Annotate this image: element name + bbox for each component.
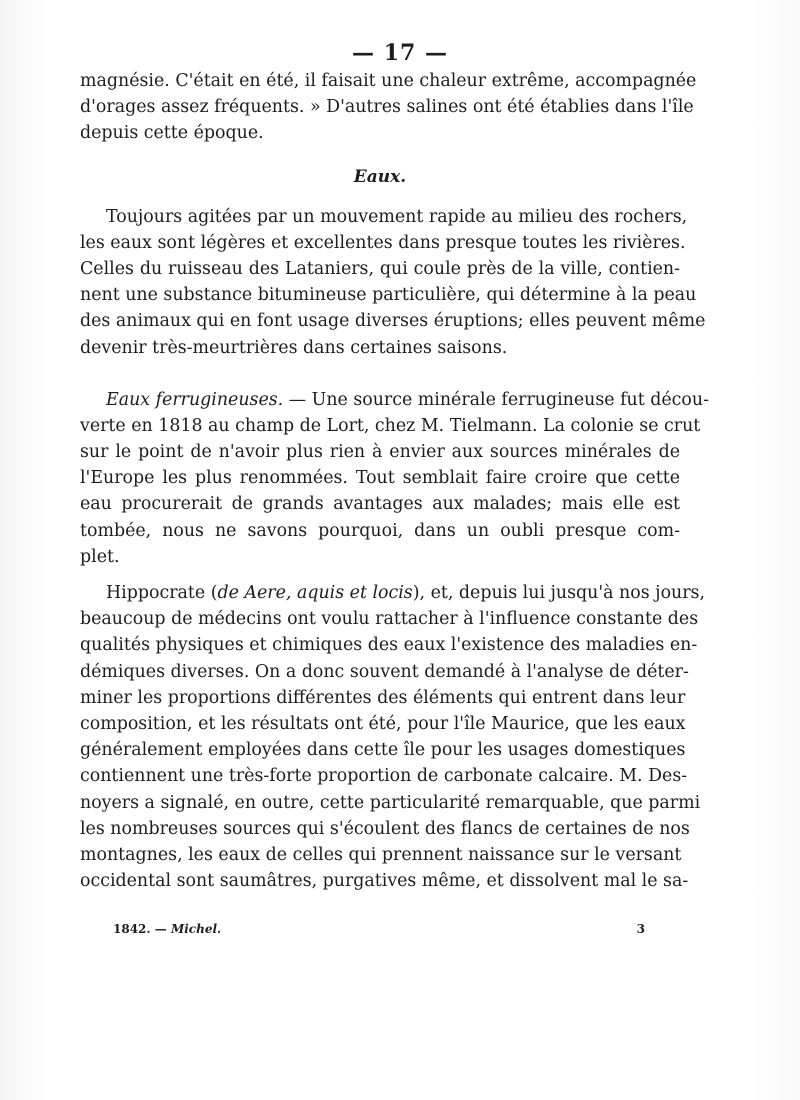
text-line: d'orages assez fréquents. » D'autres salines ont été établies dans l'île [80,97,694,118]
text-line: magnésie. C'était en été, il faisait une chaleur extrême, accompagnée [80,71,697,91]
text-line: composition, et les résultats ont été, pour l'île Maurice, que les eaux [80,713,686,734]
text-line: les nombreuses sources qui s'écoulent des flancs de certaines de nos [80,818,690,839]
text-line: démiques diverses. On a donc souvent demandé à l'analyse de déter- [80,661,689,682]
text-line: nent une substance bitumineuse particulière, qui détermine à la peau [80,285,697,306]
text-line: occidental sont saumâtres, purgatives même, et dissolvent mal le sa- [80,871,689,892]
text-line: devenir très-meurtrières dans certaines saisons. [80,337,508,358]
text-line [80,580,706,606]
text-line: verte en 1818 au champ de Lort, chez M. Tielmann. La colonie se crut [80,415,701,436]
text-line: beaucoup de médecins ont voulu rattacher à l'influence constante des [80,609,699,630]
text-line: montagnes, les eaux de celles qui prennent naissance sur le versant [80,844,682,865]
text-line: noyers a signalé, en outre, cette particularité remarquable, que parmi [80,792,701,813]
text-line: les eaux sont légères et excellentes dans presque toutes les rivières. [80,232,686,253]
text-line: tombée, nous ne savons pourquoi, dans un oubli presque com- [80,520,680,541]
text-line [80,387,709,413]
text-line: des animaux qui en font usage diverses éruptions; elles peuvent même [80,311,706,332]
text-line: eau procurerait de grands avantages aux malades; mais elle est [80,494,680,515]
body-text [80,68,709,894]
page-footer [113,922,645,936]
text-line: sur le point de n'avoir plus rien à envier aux sources minérales de [80,442,680,463]
paragraph-salines [80,68,697,147]
section-heading-eaux: Eaux. [353,166,407,187]
text-run: Hippocrate ( [106,583,218,603]
footer-imprint [113,922,221,936]
footer-author: Michel. [170,922,222,936]
text-run: — Une source minérale ferrugineuse fut décou- [283,389,709,410]
text-line: plet. [80,546,120,567]
text-line: depuis cette époque. [80,123,264,144]
text-line: l'Europe les plus renommées. Tout semblait faire croire que cette [80,468,680,489]
text-line: Toujours agitées par un mouvement rapide au milieu des rochers, [106,206,688,227]
text-line: miner les proportions différentes des éléments qui entrent dans leur [80,687,686,708]
text-line: généralement employées dans cette île pour les usages domestiques [80,740,686,761]
text-line: Celles du ruisseau des Lataniers, qui coule près de la ville, contien- [80,258,680,279]
page-number: — 17 — [352,40,448,66]
footer-year: 1842. [113,922,151,936]
signature-mark: 3 [636,922,645,936]
text-run: ), et, depuis lui jusqu'à nos jours, [412,583,706,603]
subheading-eaux-ferrugineuses: Eaux ferrugineuses. [106,389,284,410]
footer-dash: — [154,922,167,936]
paragraph-gap [80,570,680,580]
paragraph-gap [80,361,680,387]
paragraph-eaux [80,204,706,361]
text-line: contiennent une très-forte proportion de carbonate calcaire. M. Des- [80,766,688,787]
paragraph-eaux-ferrugineuses [80,387,709,570]
paragraph-hippocrate [80,580,706,894]
work-title: de Aere, aquis et locis [217,583,413,603]
text-line: qualités physiques et chimiques des eaux l'existence des maladies en- [80,635,698,656]
